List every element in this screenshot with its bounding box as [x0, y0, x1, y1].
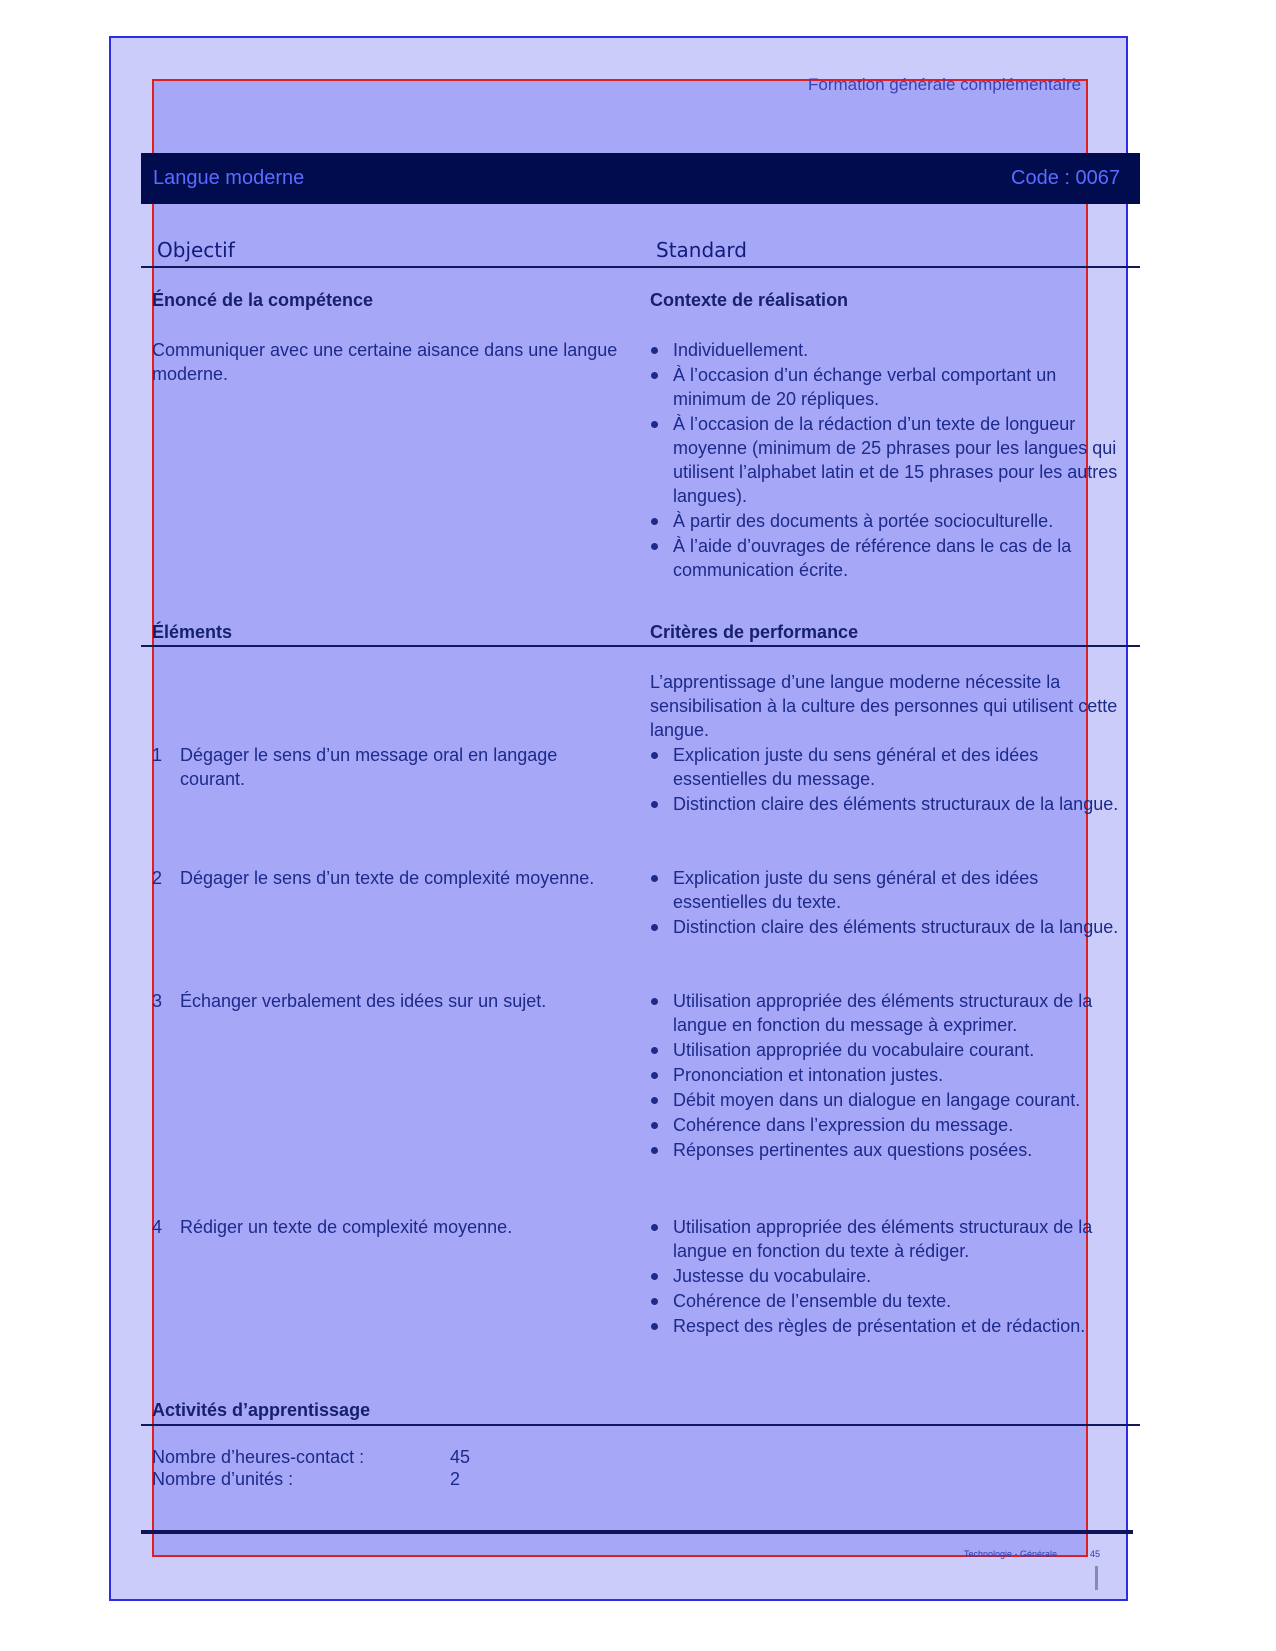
element-number: 1 — [152, 745, 163, 765]
list-item: Utilisation appropriée des éléments structuraux de la langue en fonction du texte à rédiger. — [650, 1215, 1128, 1263]
context-list — [650, 338, 1128, 583]
competence-heading: Énoncé de la compétence — [152, 290, 374, 310]
list-item: Utilisation appropriée des éléments structuraux de la langue en fonction du message à exprimer. — [650, 989, 1128, 1037]
list-item: Utilisation appropriée du vocabulaire courant. — [650, 1038, 1128, 1062]
units-label: Nombre d’unités : — [152, 1469, 294, 1489]
list-item: Cohérence dans l’expression du message. — [650, 1113, 1128, 1137]
list-item: Justesse du vocabulaire. — [650, 1264, 1128, 1288]
element-number: 4 — [152, 1217, 163, 1237]
element-number: 2 — [152, 868, 163, 888]
list-item: Prononciation et intonation justes. — [650, 1063, 1128, 1087]
contact-hours — [152, 1447, 471, 1468]
element-text: Rédiger un texte de complexité moyenne. — [180, 1217, 513, 1237]
footer-marker — [1095, 1566, 1098, 1590]
contact-hours-value: 45 — [450, 1447, 471, 1467]
objective-column-heading: Objectif — [157, 238, 235, 262]
criteria-list — [650, 1215, 1128, 1339]
element-text: Échanger verbalement des idées sur un sujet. — [180, 991, 547, 1011]
page-number: 45 — [1090, 1549, 1101, 1559]
list-item: Respect des règles de présentation et de rédaction. — [650, 1314, 1128, 1338]
element-item — [152, 989, 622, 1013]
criteria-intro: L’apprentissage d’une langue moderne nécessite la sensibilisation à la culture des personnes qui utilisent cette langue. — [650, 672, 1118, 740]
divider — [141, 266, 1140, 268]
criteria-list — [650, 989, 1128, 1163]
list-item: Explication juste du sens général et des idées essentielles du message. — [650, 743, 1128, 791]
list-item: Explication juste du sens général et des idées essentielles du texte. — [650, 866, 1128, 914]
contact-hours-label: Nombre d’heures-contact : — [152, 1447, 365, 1467]
activities-heading: Activités d’apprentissage — [152, 1400, 371, 1420]
list-item: Distinction claire des éléments structuraux de la langue. — [650, 915, 1128, 939]
elements-heading: Éléments — [152, 622, 233, 642]
element-text: Dégager le sens d’un texte de complexité moyenne. — [180, 868, 595, 888]
list-item: Cohérence de l’ensemble du texte. — [650, 1289, 1128, 1313]
divider — [141, 645, 1140, 647]
course-title-bar — [141, 153, 1140, 204]
units — [152, 1469, 461, 1490]
list-item: À l’occasion de la rédaction d’un texte de longueur moyenne (minimum de 25 phrases pour les langues qui utilisent l’alphabet latin et de 15 phrases pour les autres langues). — [650, 412, 1128, 508]
element-item — [152, 1215, 622, 1239]
units-value: 2 — [450, 1469, 461, 1489]
program-title: Formation générale complémentaire — [808, 75, 1082, 94]
list-item: À l’occasion d’un échange verbal comportant un minimum de 20 répliques. — [650, 363, 1128, 411]
context-heading: Contexte de réalisation — [650, 290, 849, 310]
element-item — [152, 743, 622, 791]
footer-program: Technologie - Générale — [964, 1549, 1058, 1559]
list-item: Distinction claire des éléments structuraux de la langue. — [650, 792, 1128, 816]
element-item — [152, 866, 622, 890]
criteria-list — [650, 743, 1128, 817]
competence-statement: Communiquer avec une certaine aisance dans une langue moderne. — [152, 340, 618, 384]
list-item: À partir des documents à portée socioculturelle. — [650, 509, 1128, 533]
list-item: Réponses pertinentes aux questions posées. — [650, 1138, 1128, 1162]
footer-divider — [141, 1530, 1133, 1534]
divider — [141, 1424, 1140, 1426]
element-text: Dégager le sens d’un message oral en langage courant. — [180, 745, 558, 789]
list-item: Individuellement. — [650, 338, 1128, 362]
course-name: Langue moderne — [153, 167, 305, 189]
criteria-heading: Critères de performance — [650, 622, 859, 642]
criteria-list — [650, 866, 1128, 940]
list-item: Débit moyen dans un dialogue en langage courant. — [650, 1088, 1128, 1112]
standard-column-heading: Standard — [656, 238, 747, 262]
list-item: À l’aide d’ouvrages de référence dans le cas de la communication écrite. — [650, 534, 1128, 582]
element-number: 3 — [152, 991, 163, 1011]
course-code: Code : 0067 — [1011, 167, 1120, 189]
